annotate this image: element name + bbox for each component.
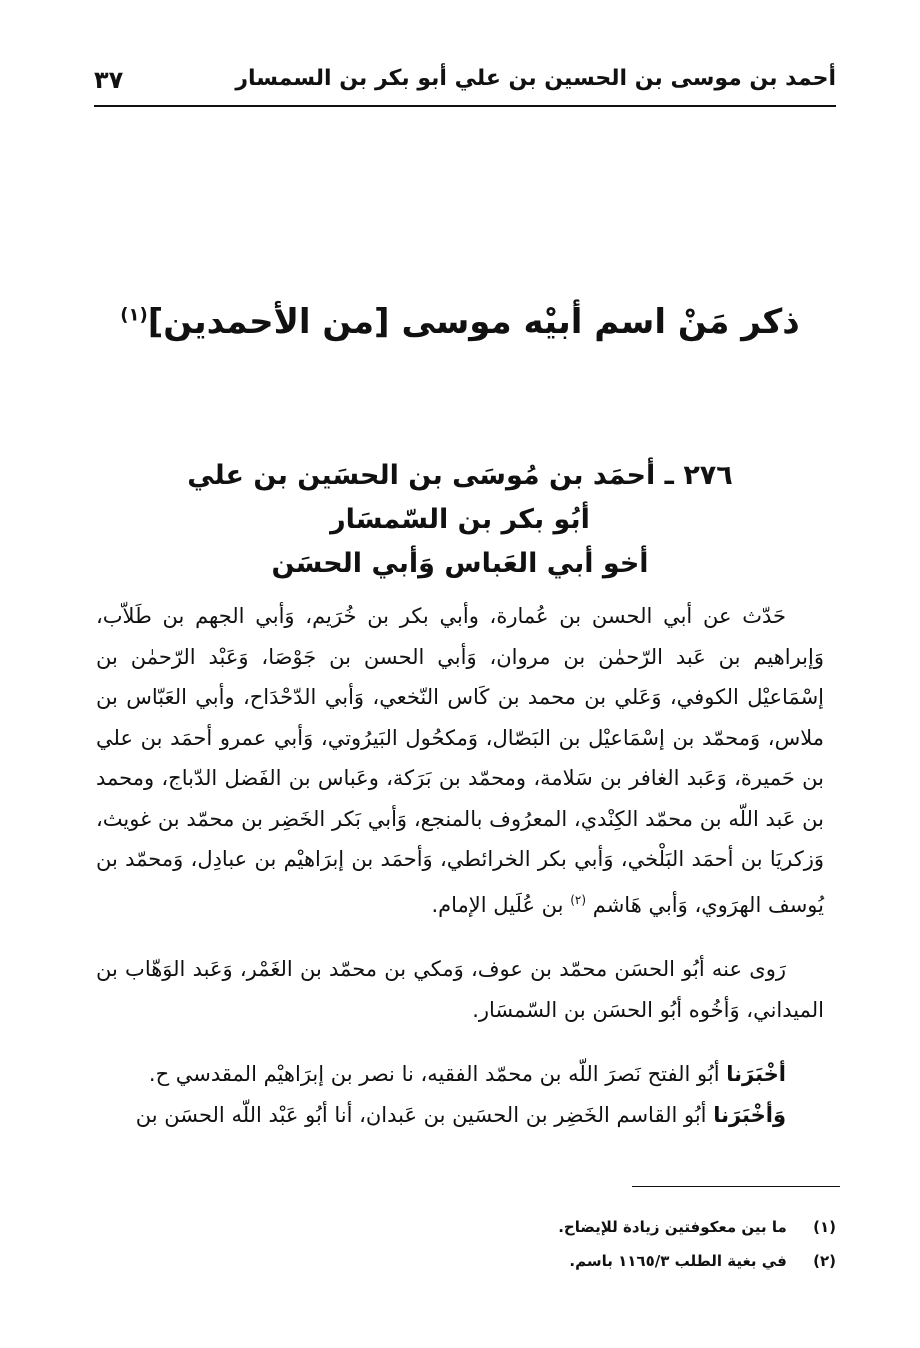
paragraph-isnad-1 bbox=[96, 1054, 824, 1095]
running-header bbox=[94, 58, 836, 102]
isnad-keyword-2: وَأخْبَرَنا bbox=[713, 1102, 786, 1127]
footnote-2-number: (٢) bbox=[813, 1252, 836, 1270]
section-heading bbox=[0, 302, 920, 342]
entry-heading-line-1: ٢٧٦ ـ أحمَد بن مُوسَى بن الحسَين بن علي bbox=[187, 460, 733, 491]
isnad-text-1: أبُو الفتح نَصرَ اللّه بن محمّد الفقيه، نا نصر بن إبرَاهيْم المقدسي ح. bbox=[148, 1062, 720, 1086]
page-number: ٣٧ bbox=[94, 66, 124, 94]
footnote-1 bbox=[200, 1210, 836, 1244]
section-footnote-ref: (١) bbox=[120, 304, 148, 326]
running-header-title: أحمد بن موسى بن الحسين بن علي أبو بكر بن السمسار bbox=[235, 66, 836, 91]
footnote-1-text: ما بين معكوفتين زيادة للإيضاح. bbox=[558, 1218, 787, 1236]
footnote-ref-2: (٢) bbox=[570, 892, 587, 907]
footnotes bbox=[200, 1210, 836, 1278]
isnad-keyword-1: أخْبَرَنا bbox=[726, 1062, 786, 1086]
body-text bbox=[96, 596, 824, 1135]
paragraph-transmitters bbox=[96, 949, 824, 1030]
footnote-2-text: في بغية الطلب ١١٦٥/٣ باسم. bbox=[569, 1252, 787, 1270]
footnote-1-number: (١) bbox=[813, 1218, 836, 1236]
paragraph-narrators-end: بن عُلَيل الإمام. bbox=[431, 892, 564, 917]
paragraph-narrators-text: حَدّث عن أبي الحسن بن عُمارة، وأبي بكر بن خُرَيم، وَأبي الجهم بن طَلاّب، وَإبراهيم بن عَبد الرّحمٰن بن مروان، وَأبي الحسن بن جَوْصَا، وَعَبْد الرّحمٰن بن إسْمَاعيْل الكوفي، وَعَلي بن محمد بن كَاس النّخعي، وَأبي الدّحْدَاح، وأبي العَبّاس بن ملاس، وَمحمّد بن إسْمَاعيْل بن البَصّال، وَمكحُول البَيرُوتي، وَأبي عمرو أحمَد بن علي بن حَميرة، وَعَبد الغافر بن سَلامة، ومحمّد بن بَرَكة، وعَباس بن الفَضل الدّباج، ومحمد بن عَبد اللّه بن محمّد الكِنْدي، المعرُوف بالمنجع، وَأبي بَكر الخَضِر بن محمّد بن غويث، وَزكريَا بن أحمَد البَلْخي، وَأبي بكر الخرائطي، وَأحمَد بن إبرَاهيْم بن عبادِل، وَمحمّد بن يُوسف الهرَوي، وَأبي هَاشم bbox=[96, 604, 824, 917]
paragraph-narrators bbox=[96, 596, 824, 925]
header-rule bbox=[94, 105, 836, 107]
footnote-rule bbox=[632, 1186, 840, 1187]
entry-heading-line-3: أخو أبي العَباس وَأبي الحسَن bbox=[271, 548, 649, 579]
entry-heading-line-2: أبُو بكر بن السّمسَار bbox=[330, 504, 590, 535]
entry-heading bbox=[0, 454, 920, 586]
section-title: ذكر مَنْ اسم أبيْه موسى [من الأحمدين] bbox=[147, 302, 800, 342]
paragraph-transmitters-text: رَوى عنه أبُو الحسَن محمّد بن عوف، وَمكي بن محمّد بن الغَمْر، وَعَبد الوَهّاب بن الميداني، وَأخُوه أبُو الحسَن بن السّمسَار. bbox=[96, 957, 824, 1022]
isnad-text-2: أبُو القاسم الخَضِر بن الحسَين بن عَبدان، أنا أبُو عَبْد اللّه الحسَن بن bbox=[135, 1102, 707, 1127]
footnote-2 bbox=[200, 1244, 836, 1278]
paragraph-isnad-2 bbox=[96, 1095, 824, 1136]
